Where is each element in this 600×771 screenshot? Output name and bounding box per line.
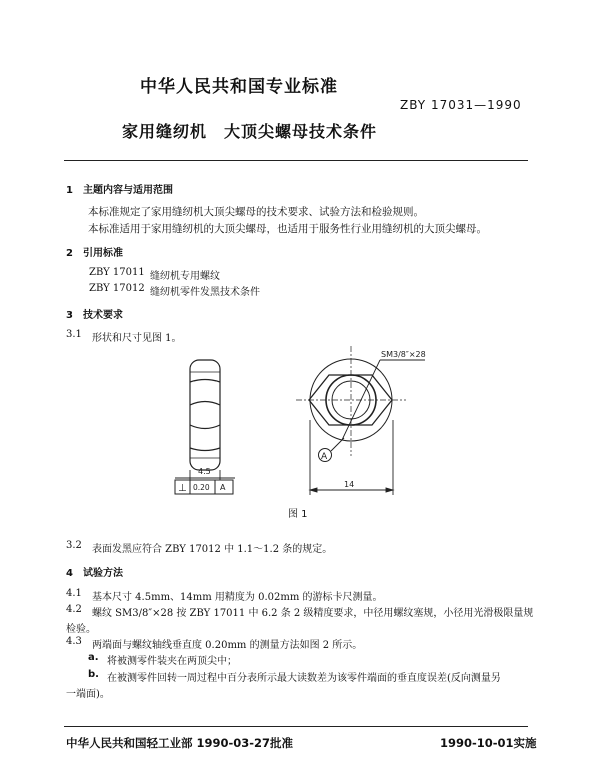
thread-label: SM3/8″×28 [381,350,426,359]
nut-side-view [190,360,220,470]
item-4-3-number: 4.3 [66,636,82,647]
section-1-heading: 1 主题内容与适用范围 [66,185,173,196]
reference-code-2: ZBY 17012 [89,283,145,294]
dim-across-label: 14 [344,480,355,489]
item-3-1-number: 3.1 [66,329,82,340]
section-1-paragraph-1: 本标准规定了家用缝纫机大顶尖螺母的技术要求、试验方法和检验规则。 [88,206,424,218]
standard-number: ZBY 17031—1990 [400,98,522,112]
reference-title-1: 缝纫机专用螺纹 [150,271,220,282]
approval-line: 中华人民共和国轻工业部 1990-03-27批准 [66,736,294,750]
item-3-1-text: 形状和尺寸见图 1。 [92,333,182,344]
section-2-heading: 2 引用标准 [66,248,123,259]
effective-date: 1990-10-01实施 [440,736,537,750]
item-4-2-text-line-1: 螺纹 SM3/8″×28 按 ZBY 17011 中 6.2 条 2 级精度要求，中径用螺纹塞规，小径用光滑极限量规 [92,608,534,619]
figure-1-caption: 图 1 [288,509,308,520]
section-4-heading: 4 试验方法 [66,568,123,579]
sub-item-a-label: a. [88,652,99,663]
item-3-2-text: 表面发黑应符合 ZBY 17012 中 1.1～1.2 条的规定。 [92,544,333,555]
sub-item-a-text: 将被测零件装夹在两顶尖中； [107,656,237,667]
tolerance-value: 0.20 [193,483,210,492]
sub-item-b-text-line-1: 在被测零件回转一周过程中百分表所示最大读数差为该零件端面的垂直度误差(反向测量另 [107,673,501,684]
document-title: 家用缝纫机 大顶尖螺母技术条件 [122,122,378,141]
sub-item-b-label: b. [88,669,99,680]
item-4-2-number: 4.2 [66,604,82,615]
item-4-3-text: 两端面与螺纹轴线垂直度 0.20mm 的测量方法如图 2 所示。 [92,640,363,651]
tolerance-symbol: ⊥ [178,483,187,494]
org-title: 中华人民共和国专业标准 [140,77,338,97]
item-3-2-number: 3.2 [66,540,82,551]
section-1-paragraph-2: 本标准适用于家用缝纫机的大顶尖螺母，也适用于服务性行业用缝纫机的大顶尖螺母。 [88,223,487,235]
reference-title-2: 缝纫机零件发黑技术条件 [150,287,260,298]
item-4-1-text: 基本尺寸 4.5mm、14mm 用精度为 0.02mm 的游标卡尺测量。 [92,592,383,603]
item-4-2-text-line-2: 检验。 [66,624,96,635]
section-3-heading: 3 技术要求 [66,310,123,321]
item-4-1-number: 4.1 [66,588,82,599]
footer-rule [64,726,528,727]
datum-marker-label: A [321,452,328,462]
tolerance-datum: A [220,483,226,492]
reference-code-1: ZBY 17011 [89,267,145,278]
dim-width-label: 4.5 [198,467,211,476]
centre-lines [296,346,406,456]
sub-item-b-text-line-2: 一端面)。 [66,689,110,700]
